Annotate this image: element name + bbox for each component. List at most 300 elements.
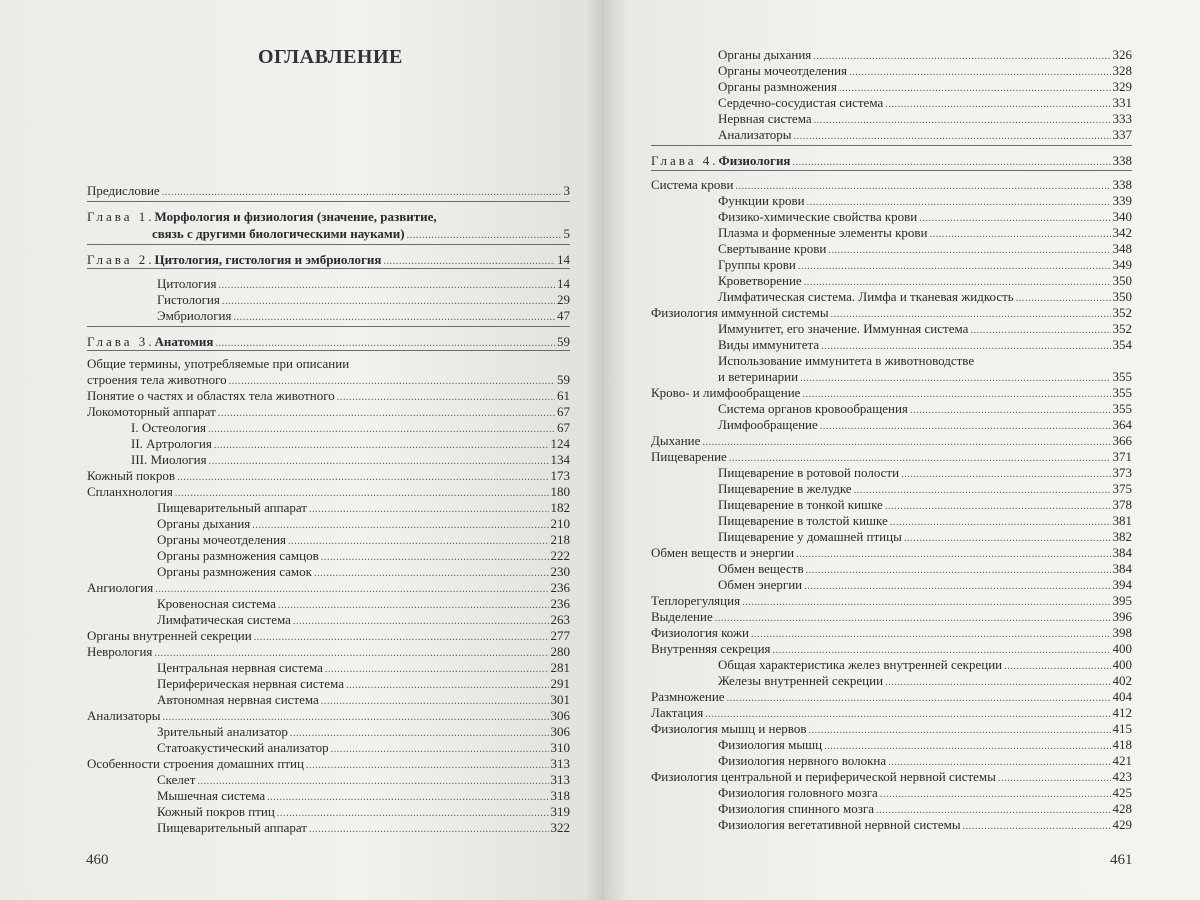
toc-entry [157,500,570,517]
toc-entry [651,433,1132,450]
toc-entry [87,356,349,371]
page-number: 398 [1112,625,1132,640]
entry-title: и ветеринарии [718,369,799,384]
toc-entry [157,596,570,613]
entry-title: Предисловие [87,183,160,198]
entry-title: Обмен веществ и энергии [651,545,795,560]
page-number: 218 [550,532,570,547]
toc-entry [87,468,570,485]
leader-dots [1004,657,1110,674]
page-number: 222 [550,548,570,563]
leader-dots [277,804,549,821]
chapter-title: Цитология, гистология и эмбриология [154,252,382,267]
page-number: 263 [550,612,570,627]
page-number: 339 [1112,193,1132,208]
toc-entry [87,708,570,725]
page-number: 423 [1112,769,1132,784]
page-number: 415 [1112,721,1132,736]
leader-dots [919,209,1110,226]
page-number: 396 [1112,609,1132,624]
toc-entry [718,529,1132,546]
page-number: 326 [1112,47,1132,62]
leader-dots [407,226,562,243]
leader-dots [321,692,549,709]
leader-dots [715,609,1111,626]
leader-dots [254,628,549,645]
toc-entry [651,545,1132,562]
page-number: 59 [557,372,570,387]
page-number: 354 [1112,337,1132,352]
leader-dots [288,532,548,549]
entry-title: Кровеносная система [157,596,276,611]
section-rule [87,268,570,269]
page-number: 382 [1112,529,1132,544]
leader-dots [175,484,549,501]
entry-title: Физиология мышц [718,737,823,752]
page-number: 313 [550,772,570,787]
leader-dots [309,820,549,837]
page-number: 306 [550,724,570,739]
leader-dots [383,252,555,269]
toc-entry [718,673,1132,690]
page-number: 277 [550,628,570,643]
page-number: 418 [1112,737,1132,752]
entry-title: Пищеварение в тонкой кишке [718,497,883,512]
leader-dots [885,95,1110,112]
leader-dots [800,369,1110,386]
page-number: 402 [1112,673,1132,688]
leader-dots [1016,289,1111,306]
chapter-title: Физиология [718,153,791,168]
page-number: 342 [1112,225,1132,240]
toc-entry [87,252,570,269]
page-number: 355 [1112,369,1132,384]
entry-title: Сердечно-сосудистая система [718,95,884,110]
toc-entry [157,740,570,757]
page-number: 310 [550,740,570,755]
entry-title: Понятие о частях и областях тела животного [87,388,335,403]
toc-entry [157,772,570,789]
leader-dots [876,801,1111,818]
toc-entry [157,804,570,821]
page-number: 29 [557,292,570,307]
toc-entry [157,612,570,629]
leader-dots [229,372,555,389]
entry-title: Спланхнология [87,484,173,499]
leader-dots [796,545,1110,562]
toc-entry [718,369,1132,386]
entry-title: Теплорегуляция [651,593,741,608]
toc-entry [651,689,1132,706]
toc-entry [651,705,1132,722]
leader-dots [904,529,1111,546]
leader-dots [804,577,1110,594]
leader-dots [880,785,1111,802]
entry-title: Использование иммунитета в животноводстве [718,353,975,368]
leader-dots [293,612,549,629]
leader-dots [306,756,549,773]
toc-entry [87,404,570,421]
leader-dots [154,644,548,661]
page-number: 61 [557,388,570,403]
toc-entry [651,609,1132,626]
chapter-title: Морфология и физиология (значение, развитие, [154,209,437,224]
page-number: 301 [550,692,570,707]
leader-dots [792,153,1110,170]
toc-entry [157,308,570,325]
right-folio: 461 [1110,852,1133,868]
page-number: 236 [550,580,570,595]
page-number: 366 [1112,433,1132,448]
toc-entry [157,516,570,533]
toc-heading: ОГЛАВЛЕНИЕ [258,46,403,68]
toc-entry [718,225,1132,242]
page-number: 67 [557,404,570,419]
entry-title: Физиология мышц и нервов [651,721,807,736]
entry-title: Локомоторный аппарат [87,404,216,419]
entry-title: Физиология иммунной системы [651,305,829,320]
leader-dots [820,417,1111,434]
chapter-label: Глава 3. [87,334,155,349]
toc-entry [87,484,570,501]
entry-title: Органы размножения [718,79,837,94]
entry-title: Нервная система [718,111,812,126]
page-number: 124 [550,436,570,451]
toc-entry [718,273,1132,290]
entry-title: строения тела животного [87,372,227,387]
section-rule [87,350,570,351]
page-number: 67 [557,420,570,435]
section-rule [651,170,1132,171]
page-number: 182 [550,500,570,515]
leader-dots [222,292,555,309]
page-number: 350 [1112,273,1132,288]
entry-title: Выделение [651,609,713,624]
page-number: 428 [1112,801,1132,816]
entry-title: Система крови [651,177,734,192]
section-rule [87,326,570,327]
entry-title: Физиология кожи [651,625,749,640]
toc-entry [718,209,1132,226]
entry-title: Эмбриология [157,308,232,323]
leader-dots [346,676,549,693]
toc-entry [651,769,1132,786]
entry-title: Дыхание [651,433,701,448]
page-number: 350 [1112,289,1132,304]
entry-title: Особенности строения домашних птиц [87,756,304,771]
entry-title: Органы дыхания [157,516,251,531]
leader-dots [849,63,1110,80]
leader-dots [854,481,1111,498]
leader-dots [828,241,1110,258]
entry-title: Система органов кровообращения [718,401,908,416]
entry-title: Общая характеристика желез внутренней секреции [718,657,1003,672]
entry-title: Автономная нервная система [157,692,319,707]
toc-entry [87,334,570,351]
entry-title: Статоакустический анализатор [157,740,329,755]
toc-entry [718,801,1132,818]
toc-entry [157,692,570,709]
page-number: 404 [1112,689,1132,704]
toc-entry [718,337,1132,354]
leader-dots [702,433,1110,450]
toc-entry [651,641,1132,658]
toc-entry [718,785,1132,802]
leader-dots [267,788,548,805]
toc-entry [157,660,570,677]
entry-title: Лимфообращение [718,417,818,432]
toc-entry [157,724,570,741]
page-number: 355 [1112,385,1132,400]
leader-dots [963,817,1111,834]
page-number: 329 [1112,79,1132,94]
toc-entry [718,241,1132,258]
entry-title: Лимфатическая система [157,612,291,627]
leader-dots [309,500,549,517]
toc-entry [131,452,570,469]
leader-dots [794,127,1111,144]
chapter-label: Глава 1. [87,209,155,224]
entry-title: Физиология центральной и периферической нервной системы [651,769,996,784]
chapter-title: Анатомия [154,334,214,349]
page-number: 371 [1112,449,1132,464]
leader-dots [773,641,1111,658]
toc-entry [157,788,570,805]
leader-dots [821,337,1110,354]
leader-dots [824,737,1110,754]
toc-entry [87,756,570,773]
entry-title: Кожный покров [87,468,175,483]
toc-entry [651,593,1132,610]
toc-entry [157,564,570,581]
entry-title: Железы внутренней секреции [718,673,884,688]
page-number: 395 [1112,593,1132,608]
entry-title: Размножение [651,689,725,704]
leader-dots [331,740,549,757]
toc-entry [718,817,1132,834]
entry-title: Пищеварительный аппарат [157,820,307,835]
entry-title: Органы размножения самок [157,564,312,579]
page-number: 318 [550,788,570,803]
page-number: 421 [1112,753,1132,768]
page-number: 373 [1112,465,1132,480]
leader-dots [885,497,1111,514]
entry-title: Центральная нервная система [157,660,323,675]
toc-entry [718,193,1132,210]
leader-dots [798,257,1111,274]
toc-entry [651,153,1132,170]
page-number: 337 [1112,127,1132,142]
leader-dots [337,388,555,405]
page-number: 429 [1112,817,1132,832]
toc-entry [718,465,1132,482]
page-number: 281 [550,660,570,675]
page-number: 14 [557,252,570,267]
entry-title: Плазма и форменные элементы крови [718,225,928,240]
toc-entry [718,47,1132,64]
entry-title: Кроветворение [718,273,802,288]
page-number: 378 [1112,497,1132,512]
toc-entry [718,401,1132,418]
leader-dots [998,769,1111,786]
toc-entry [718,353,974,368]
entry-title: Физиология нервного волокна [718,753,887,768]
toc-entry [651,721,1132,738]
page-number: 384 [1112,561,1132,576]
toc-entry [157,548,570,565]
leader-dots [208,420,555,437]
entry-title: Анализаторы [718,127,792,142]
leader-dots [197,772,548,789]
entry-title: Физико-химические свойства крови [718,209,918,224]
page-number: 412 [1112,705,1132,720]
leader-dots [910,401,1111,418]
leader-dots [831,305,1111,322]
page-number: 348 [1112,241,1132,256]
leader-dots [214,436,549,453]
entry-title: Пищеварение у домашней птицы [718,529,902,544]
leader-dots [215,334,555,351]
toc-entry [718,257,1132,274]
toc-entry [157,820,570,837]
entry-title: Органы размножения самцов [157,548,319,563]
toc-entry [87,580,570,597]
toc-entry [87,183,570,200]
leader-dots [802,385,1110,402]
leader-dots [890,513,1111,530]
entry-title: Неврология [87,644,153,659]
leader-dots [813,47,1110,64]
leader-dots [252,516,548,533]
entry-title: Цитология [157,276,217,291]
leader-dots [705,705,1110,722]
leader-dots [751,625,1111,642]
entry-title: Органы мочеотделения [718,63,848,78]
entry-title: Пищеварение в ротовой полости [718,465,900,480]
entry-title: Зрительный анализатор [157,724,288,739]
page-number: 3 [563,183,570,198]
entry-title: Лактация [651,705,704,720]
toc-entry [718,127,1132,144]
entry-title: III. Миология [131,452,207,467]
entry-title: Анализаторы [87,708,161,723]
toc-entry [718,95,1132,112]
page-number: 291 [550,676,570,691]
entry-title: Органы внутренней секреции [87,628,252,643]
section-rule [87,244,570,245]
entry-title: Органы мочеотделения [157,532,287,547]
page-number: 322 [550,820,570,835]
leader-dots [218,276,555,293]
toc-entry [87,388,570,405]
toc-entry [718,577,1132,594]
leader-dots [325,660,549,677]
entry-title: Периферическая нервная система [157,676,344,691]
toc-entry [718,561,1132,578]
entry-title: I. Остеология [131,420,207,435]
leader-dots [278,596,549,613]
entry-title: Ангиология [87,580,154,595]
toc-entry [157,276,570,293]
section-rule [87,201,570,202]
entry-title: Крово- и лимфообращение [651,385,801,400]
leader-dots [727,689,1111,706]
leader-dots [155,580,548,597]
leader-dots [290,724,549,741]
page-number: 319 [550,804,570,819]
leader-dots [729,449,1111,466]
toc-entry [131,436,570,453]
chapter-label: Глава 2. [87,252,155,267]
toc-entry [718,111,1132,128]
toc-entry [131,420,570,437]
page-number: 134 [550,452,570,467]
toc-entry [718,513,1132,530]
entry-title: Органы дыхания [718,47,812,62]
toc-entry [718,321,1132,338]
toc-entry [157,292,570,309]
toc-entry [651,305,1132,322]
page-number: 352 [1112,305,1132,320]
entry-title: Обмен энергии [718,577,803,592]
page-number: 306 [550,708,570,723]
toc-entry [718,481,1132,498]
entry-title: Группы крови [718,257,796,272]
section-rule [651,145,1132,146]
page-number: 173 [550,468,570,483]
page-number: 384 [1112,545,1132,560]
page-number: 340 [1112,209,1132,224]
leader-dots [742,593,1110,610]
page-number: 375 [1112,481,1132,496]
toc-entry [718,63,1132,80]
entry-title: Лимфатическая система. Лимфа и тканевая жидкость [718,289,1014,304]
page-number: 394 [1112,577,1132,592]
page-number: 331 [1112,95,1132,110]
toc-entry [152,226,570,243]
page-number: 47 [557,308,570,323]
entry-title: Общие термины, употребляемые при описании [87,356,350,371]
page-number: 349 [1112,257,1132,272]
leader-dots [970,321,1110,338]
leader-dots [888,753,1110,770]
leader-dots [806,561,1111,578]
page-number: 364 [1112,417,1132,432]
leader-dots [901,465,1110,482]
page-number: 352 [1112,321,1132,336]
toc-entry [651,177,1132,194]
toc-entry [718,753,1132,770]
toc-entry [718,289,1132,306]
page-number: 180 [550,484,570,499]
leader-dots [807,193,1111,210]
page-number: 400 [1112,641,1132,656]
entry-title: Пищеварение в толстой кишке [718,513,888,528]
entry-title: Свертывание крови [718,241,827,256]
page-number: 14 [557,276,570,291]
toc-entry [87,372,570,389]
toc-entry [651,625,1132,642]
page-number: 425 [1112,785,1132,800]
toc-entry [651,449,1132,466]
page-number: 355 [1112,401,1132,416]
entry-title: II. Артрология [131,436,212,451]
leader-dots [804,273,1111,290]
toc-entry [651,385,1132,402]
chapter-title: связь с другими биологическими науками) [152,226,405,241]
page-number: 236 [550,596,570,611]
entry-title: Пищеварительный аппарат [157,500,307,515]
